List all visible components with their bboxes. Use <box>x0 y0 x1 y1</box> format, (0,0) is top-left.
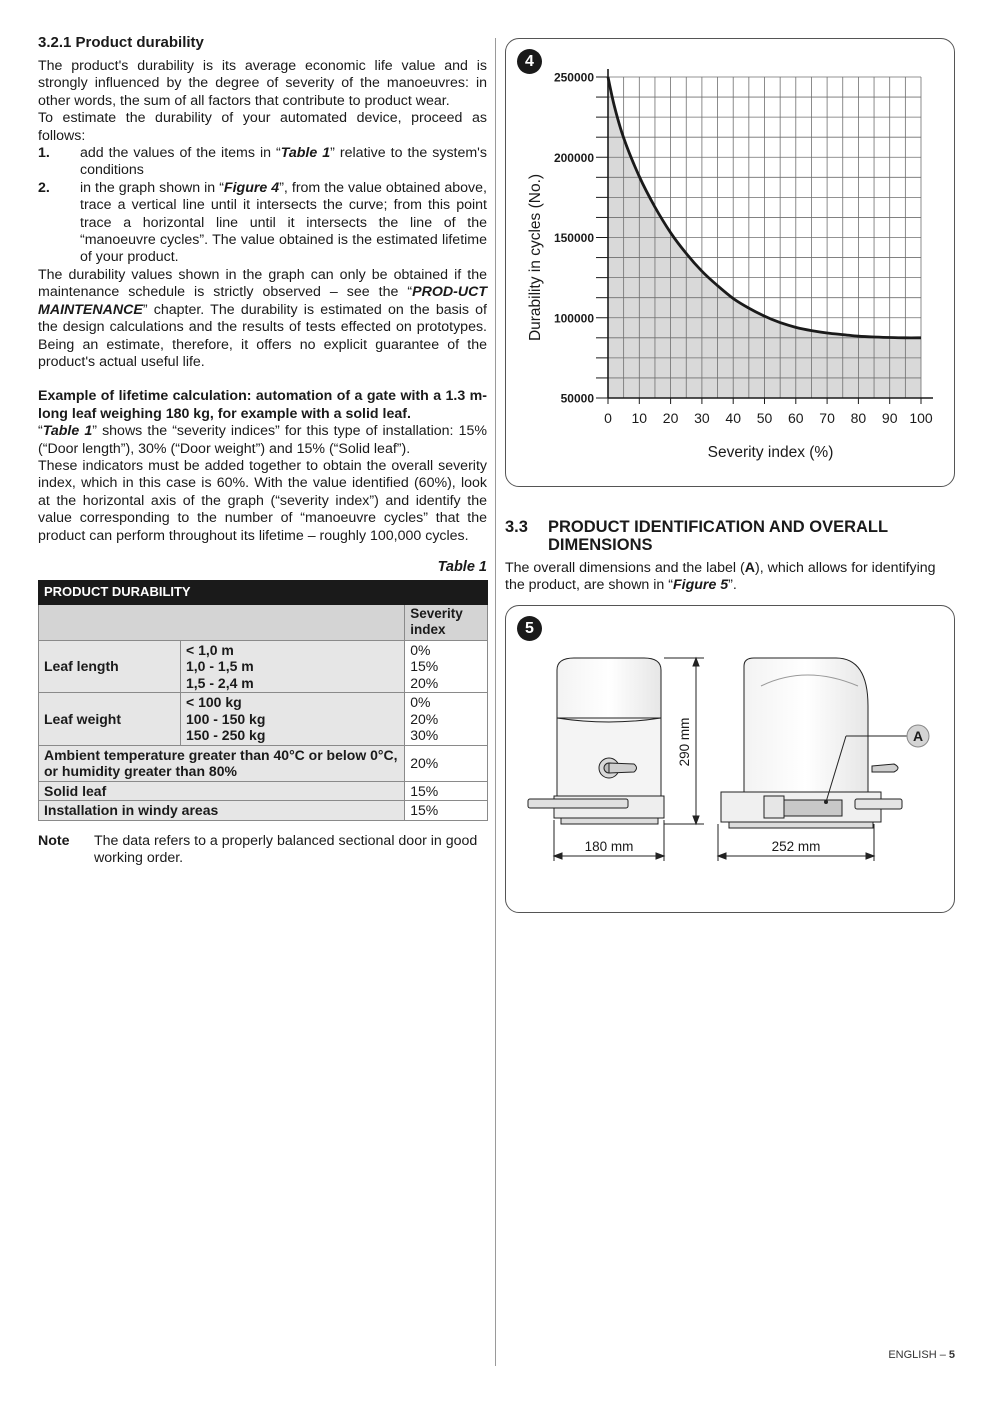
row-label: Leaf weight <box>39 693 181 746</box>
example-paragraph-1: “Table 1” shows the “severity indices” for this type of installation: 15% (“Door length”), 30% (“Door weight”) and 15% (“Solid leaf”). <box>38 423 487 457</box>
row-label: Ambient temperature greater than 40°C or below 0°C, or humidity greater than 80% <box>39 745 405 781</box>
figure-5-badge: 5 <box>517 616 542 641</box>
step-1 <box>38 145 487 180</box>
step-text: add the values of the items in “Table 1” relative to the system's conditions <box>80 145 487 179</box>
table-row <box>39 801 488 821</box>
table-row <box>39 745 488 781</box>
table-header-row <box>39 581 488 605</box>
row-values: 0% 15% 20% <box>405 640 488 693</box>
table-row <box>39 640 488 693</box>
y-tick-label: 150000 <box>553 231 594 245</box>
section-title-durability: 3.2.1 Product durability <box>38 34 204 51</box>
row-label: Solid leaf <box>39 781 405 801</box>
x-tick-label: 60 <box>788 410 804 426</box>
column-divider <box>495 38 496 1366</box>
figure-4-box <box>505 38 955 487</box>
height-dimension-label: 290 mm <box>677 717 692 767</box>
table-row <box>39 693 488 746</box>
step-number: 2. <box>38 179 50 196</box>
x-tick-label: 70 <box>819 410 835 426</box>
x-tick-label: 100 <box>909 410 933 426</box>
x-tick-label: 10 <box>631 410 648 426</box>
x-tick-label: 30 <box>694 410 710 426</box>
x-tick-label: 40 <box>725 410 741 426</box>
table-header: PRODUCT DURABILITY <box>39 581 488 605</box>
figure-5-box <box>505 605 955 913</box>
section-3-3-text: The overall dimensions and the label (A), which allows for identifying the product, are shown in “Figure 5”. <box>505 560 936 594</box>
dimension-drawing <box>506 606 954 912</box>
section-3-3-heading <box>505 518 954 554</box>
row-values: 15% <box>405 801 488 821</box>
row-subvalues: < 1,0 m 1,0 - 1,5 m 1,5 - 2,4 m <box>181 640 405 693</box>
x-tick-label: 90 <box>881 410 898 426</box>
callout-label: A <box>912 728 924 744</box>
x-tick-label: 0 <box>604 410 612 426</box>
footer-language: ENGLISH – <box>888 1349 949 1361</box>
example-paragraph-2: These indicators must be added together to obtain the overall severity index, which in this case is 60%. With the value identified (60%), look at the horizontal axis of the graph (“severity index”) and identify the value corresponding to the number of “manoeuvre cycles” that the product can perform throughout its lifetime – roughly 100,000 cycles. <box>38 457 487 544</box>
note-text: The data refers to a properly balanced sectional door in good working order. <box>94 832 478 867</box>
example-heading: Example of lifetime calculation: automation of a gate with a 1.3 m-long leaf weighing 180 kg, for example with a solid leaf. <box>38 388 487 422</box>
row-values: 0% 20% 30% <box>405 693 488 746</box>
step-2 <box>38 180 487 267</box>
x-tick-label: 80 <box>850 410 867 426</box>
figure-reference: Figure 5 <box>672 577 729 594</box>
x-axis-label: Severity index (%) <box>707 444 834 461</box>
y-tick-label: 50000 <box>560 391 594 406</box>
table-row <box>39 781 488 801</box>
y-axis-label: Durability in cycles (No.) <box>527 173 544 342</box>
section-3-3 <box>505 518 954 595</box>
row-label: Installation in windy areas <box>39 801 405 821</box>
y-tick-label: 250000 <box>553 70 594 85</box>
durability-note-paragraph: The durability values shown in the graph can only be obtained if the maintenance schedule is strictly observed – see the “PROD-UCT MAINTENANCE” chapter. The durability is estimated on the basis of the design calculations and the results of tests effected on prototypes. Being an estimate, therefore, it offers no explicit guarantee of the product's actual useful life. <box>38 266 487 370</box>
note-label: Note <box>38 832 70 849</box>
x-tick-label: 20 <box>662 410 679 426</box>
row-values: 15% <box>405 781 488 801</box>
depth-dimension-label: 252 mm <box>771 839 821 854</box>
width-dimension-label: 180 mm <box>584 839 634 854</box>
row-subvalues: < 100 kg 100 - 150 kg 150 - 250 kg <box>181 693 405 746</box>
front-view <box>528 658 664 824</box>
step-text: in the graph shown in “Figure 4”, from the value obtained above, trace a vertical line until it intersects the curve; from this point trace a horizontal line until it intersects the line of the “manoeuvre cycles”. The value obtained is the estimated lifetime of your product. <box>80 179 487 266</box>
page-number: 5 <box>948 1349 955 1361</box>
table-note <box>38 833 487 868</box>
section-title: PRODUCT IDENTIFICATION AND OVERALL DIMENSIONS <box>548 518 888 554</box>
y-tick-label: 200000 <box>553 150 594 165</box>
label-reference: A <box>744 560 755 576</box>
durability-procedure-intro: To estimate the durability of your automated device, proceed as follows: <box>38 110 487 144</box>
row-values: 20% <box>405 745 488 781</box>
table-reference: Table 1 <box>42 423 93 440</box>
figure-reference: Figure 4 <box>223 179 280 196</box>
left-column <box>38 34 487 868</box>
table-caption: Table 1 <box>437 558 487 575</box>
severity-index-header: Severity index <box>405 604 488 640</box>
section-number: 3.3 <box>505 518 528 536</box>
durability-intro: The product's durability is its average economic life value and is strongly influenced by the degree of severity of the manoeuvres: in other words, the sum of all factors that contribute to product wear. <box>38 58 487 109</box>
step-number: 1. <box>38 145 50 162</box>
side-view <box>721 658 902 828</box>
row-label: Leaf length <box>39 640 181 693</box>
table-subheader-row <box>39 604 488 640</box>
procedure-steps <box>38 145 487 267</box>
x-tick-label: 50 <box>756 410 773 426</box>
figure-4-badge: 4 <box>517 49 542 74</box>
product-durability-table <box>38 580 488 821</box>
chapter-reference: PROD-UCT MAINTENANCE <box>38 284 487 318</box>
y-tick-label: 100000 <box>553 311 594 326</box>
table-reference: Table 1 <box>280 145 331 162</box>
page-footer <box>888 1349 955 1361</box>
durability-chart <box>506 39 954 486</box>
